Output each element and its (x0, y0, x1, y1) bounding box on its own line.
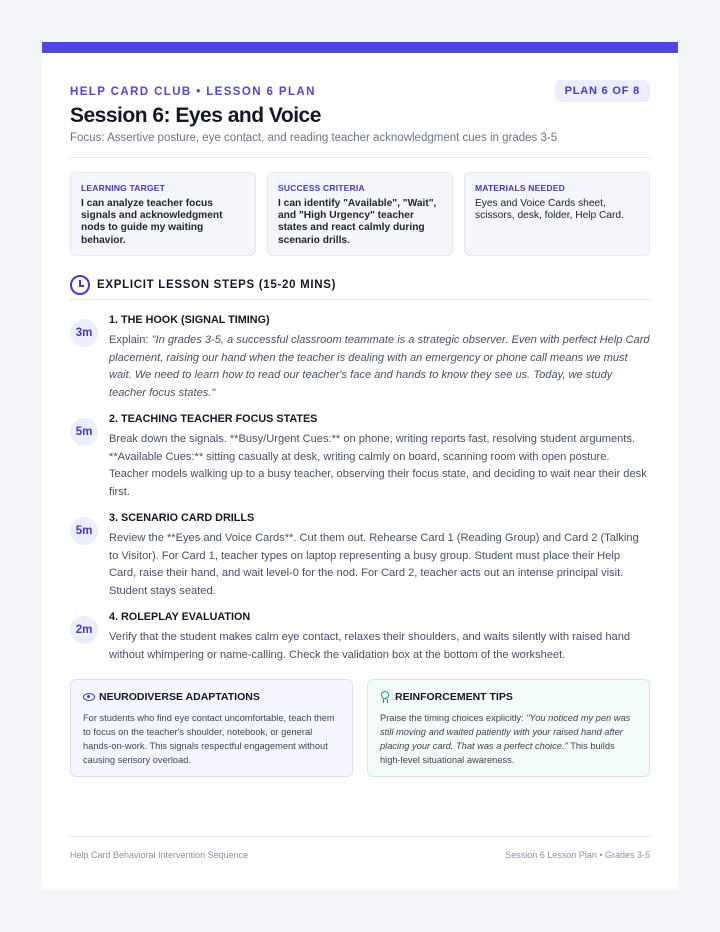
card-text: Eyes and Voice Cards sheet, scissors, desk, folder, Help Card. (475, 198, 624, 222)
step-duration: 5m (70, 517, 98, 545)
plan-badge: PLAN 6 OF 8 (555, 80, 650, 102)
box-header (83, 690, 340, 704)
step-title: 3. SCENARIO CARD DRILLS (109, 512, 255, 524)
box-header (380, 690, 637, 704)
page-title: Session 6: Eyes and Voice (70, 104, 321, 127)
box-title: REINFORCEMENT TIPS (395, 691, 513, 703)
success-criteria-card (267, 172, 453, 256)
tip-quote: "You noticed my pen was still moving and waited patiently with your raised hand after placing your card. That was a perfect choice." (380, 713, 631, 751)
footer-right: Session 6 Lesson Plan • Grades 3-5 (505, 850, 650, 860)
step-title: 1. THE HOOK (SIGNAL TIMING) (109, 314, 270, 326)
card-text: I can identify "Available", "Wait", and "High Urgency" teacher states and react calmly during scenario drills. (278, 198, 437, 246)
tip-tail: This builds high-level situational awareness. (380, 741, 615, 765)
learning-target-card (70, 172, 256, 256)
clock-icon (70, 275, 90, 295)
card-text: I can analyze teacher focus signals and acknowledgment nods to guide my waiting behavior. (81, 198, 223, 246)
steps-section-header (70, 274, 336, 296)
step-quote: "In grades 3-5, a successful classroom teammate is a strategic observer. Even with perfect Help Card placement, raising our hand when the teacher is dealing with an emergency or phone call means we must wait. We need to learn how to read our teacher's face and hands to know they see us. Today, we study teacher focus states." (109, 334, 650, 399)
neurodiverse-adaptations-box (70, 679, 353, 777)
steps-section-title: EXPLICIT LESSON STEPS (15-20 MINS) (97, 279, 337, 291)
step-body: Break down the signals. **Busy/Urgent Cues:** on phone, writing reports fast, resolving student arguments. **Available Cues:** sitting casually at desk, writing calmly on board, scanning room with open posture. Teacher models walking up to a busy teacher, observing their focus state, and deciding to wait near their desk first. (109, 433, 647, 498)
footer-divider (70, 836, 650, 837)
top-accent-bar (42, 42, 678, 53)
step-body (109, 332, 650, 402)
step-body: Verify that the student makes calm eye contact, relaxes their shoulders, and waits silently with raised hand without whimpering or name-calling. Check the validation box at the bottom of the worksheet. (109, 631, 631, 661)
step-body: Review the **Eyes and Voice Cards**. Cut them out. Rehearse Card 1 (Reading Group) and Card 2 (Talking to Visitor). For Card 1, teacher types on laptop representing a busy group. Student must place their Help Card, raise their hand, and wait level-0 for the nod. For Card 2, teacher acts out an intense principal visit. Student stays seated. (109, 532, 639, 597)
step-lead: Explain: (109, 334, 152, 346)
card-label: SUCCESS CRITERIA (278, 183, 365, 193)
step-duration: 3m (70, 319, 98, 347)
eye-icon (83, 693, 95, 701)
box-text: For students who find eye contact uncomfortable, teach them to focus on the teacher's shoulder, notebook, or general hands-on-work. This signals respectful engagement without causing sensory overload. (83, 713, 335, 765)
step-duration: 2m (70, 616, 98, 644)
tip-lead: Praise the timing choices explicitly: (380, 713, 527, 723)
box-title: NEURODIVERSE ADAPTATIONS (99, 691, 260, 703)
materials-card (464, 172, 650, 256)
box-text (380, 711, 637, 767)
step-title: 2. TEACHING TEACHER FOCUS STATES (109, 413, 318, 425)
header-divider (70, 157, 650, 158)
lesson-kicker: HELP CARD CLUB • LESSON 6 PLAN (70, 86, 316, 98)
award-icon (380, 691, 390, 703)
footer-left: Help Card Behavioral Intervention Sequence (70, 850, 249, 860)
reinforcement-tips-box (367, 679, 650, 777)
step-duration: 5m (70, 418, 98, 446)
lesson-plan-page (42, 42, 678, 890)
card-label: LEARNING TARGET (81, 183, 166, 193)
page-subtitle: Focus: Assertive posture, eye contact, and reading teacher acknowledgment cues in grades 3-5 (70, 132, 558, 144)
section-divider (70, 299, 650, 300)
card-label: MATERIALS NEEDED (475, 183, 565, 193)
step-title: 4. ROLEPLAY EVALUATION (109, 611, 251, 623)
